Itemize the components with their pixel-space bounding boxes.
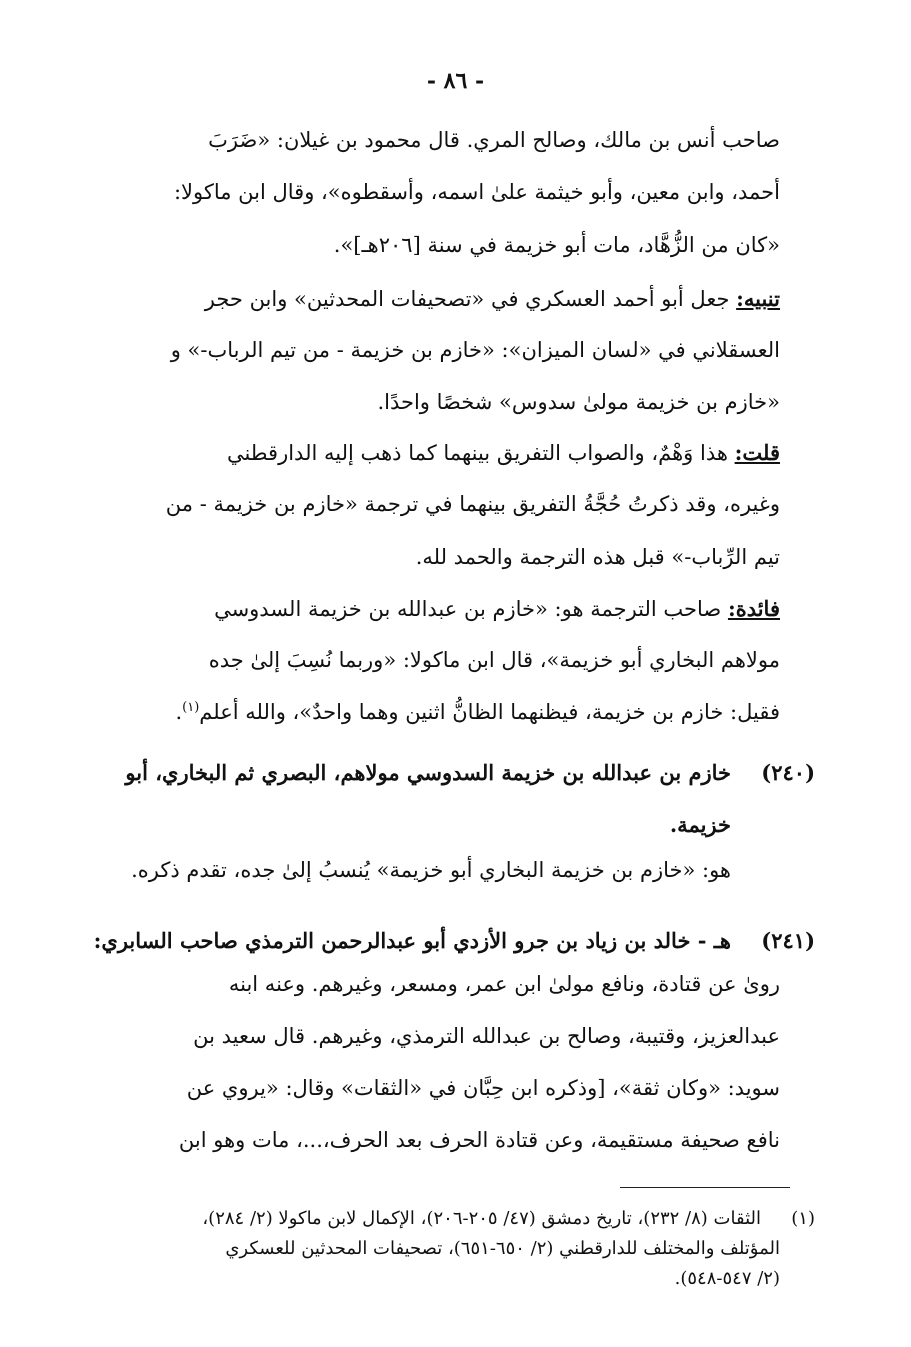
footnote-ref: (١) (182, 700, 200, 715)
entry-241-head: هـ - خالد بن زياد بن جرو الأزدي أبو عبدالرحمن الترمذي صاحب السابري: (93, 928, 731, 953)
note2-line-2: وغيره، وقد ذكرتُ حُجَّةُ التفريق بينهما في ترجمة «خازم بن خزيمة - من (165, 492, 780, 516)
footnote-separator (620, 1187, 790, 1188)
note3-line-1 (214, 596, 780, 621)
entry-241-number: (٢٤١) (761, 928, 815, 953)
entry-240-head-1: خازم بن عبدالله بن خزيمة السدوسي مولاهم، البصري ثم البخاري، أبو (125, 760, 731, 785)
note3-period: . (175, 700, 183, 724)
note3-label: فائدة: (727, 596, 780, 621)
entry-240-head-2: خزيمة. (669, 812, 731, 837)
note1-label: تنبيه: (736, 286, 780, 311)
note2-line-1 (227, 440, 780, 465)
note3-text-3: فقيل: خازم بن خزيمة، فيظنهما الظانُّ اثنين وهما واحدٌ»، والله أعلم (199, 700, 780, 724)
p1-line-3: «كان من الزُّهَّاد، مات أبو خزيمة في سنة [٢٠٦هـ]». (333, 233, 780, 257)
note3-text-1: صاحب الترجمة هو: «خازم بن عبدالله بن خزيمة السدوسي (214, 597, 722, 621)
note1-line-2: العسقلاني في «لسان الميزان»: «خازم بن خزيمة - من تيم الرباب-» و (170, 338, 780, 362)
note3-line-2: مولاهم البخاري أبو خزيمة»، قال ابن ماكولا: «وربما نُسِبَ إلىٰ جده (208, 648, 780, 672)
footnote-line-1: الثقات (٨/ ٢٣٢)، تاريخ دمشق (٤٧/ ٢٠٥-٢٠٦)، الإكمال لابن ماكولا (٢/ ٢٨٤)، (202, 1208, 761, 1229)
footnote-line-3: (٢/ ٥٤٧-٥٤٨). (674, 1268, 780, 1289)
p1-line-2: أحمد، وابن معين، وأبو خيثمة علىٰ اسمه، وأسقطوه»، وقال ابن ماكولا: (173, 180, 780, 204)
note2-text-1: هذا وَهْمٌ، والصواب التفريق بينهما كما ذهب إليه الدارقطني (226, 441, 728, 465)
note2-label: قلت: (734, 440, 780, 465)
page-number: - ٨٦ - (426, 68, 485, 94)
entry-240-body: هو: «خازم بن خزيمة البخاري أبو خزيمة» يُنسبُ إلىٰ جده، تقدم ذكره. (131, 858, 731, 882)
entry-241-line-1: روىٰ عن قتادة، ونافع مولىٰ ابن عمر، ومسعر، وغيرهم. وعنه ابنه (228, 972, 780, 996)
note2-line-3: تيم الرِّباب-» قبل هذه الترجمة والحمد لله. (415, 545, 780, 569)
note3-line-3 (175, 700, 780, 724)
entry-240-number: (٢٤٠) (761, 760, 815, 785)
entry-241-line-4: نافع صحيفة مستقيمة، وعن قتادة الحرف بعد الحرف،...، مات وهو ابن (178, 1128, 780, 1152)
footnote-line-2: المؤتلف والمختلف للدارقطني (٢/ ٦٥٠-٦٥١)، تصحيفات المحدثين للعسكري (225, 1238, 780, 1259)
p1-line-1: صاحب أنس بن مالك، وصالح المري. قال محمود بن غيلان: «ضَرَبَ (208, 128, 780, 152)
footnote-number: (١) (791, 1208, 815, 1229)
note1-line-3: «خازم بن خزيمة مولىٰ سدوس» شخصًا واحدًا. (377, 390, 780, 414)
entry-241-line-2: عبدالعزيز، وقتيبة، وصالح بن عبدالله الترمذي، وغيرهم. قال سعيد بن (193, 1024, 780, 1048)
entry-241-line-3: سويد: «وكان ثقة»، [وذكره ابن حِبَّان في «الثقات» وقال: «يروي عن (186, 1076, 780, 1100)
note1-line-1 (205, 286, 780, 311)
note1-text-1: جعل أبو أحمد العسكري في «تصحيفات المحدثين» وابن حجر (204, 287, 730, 311)
